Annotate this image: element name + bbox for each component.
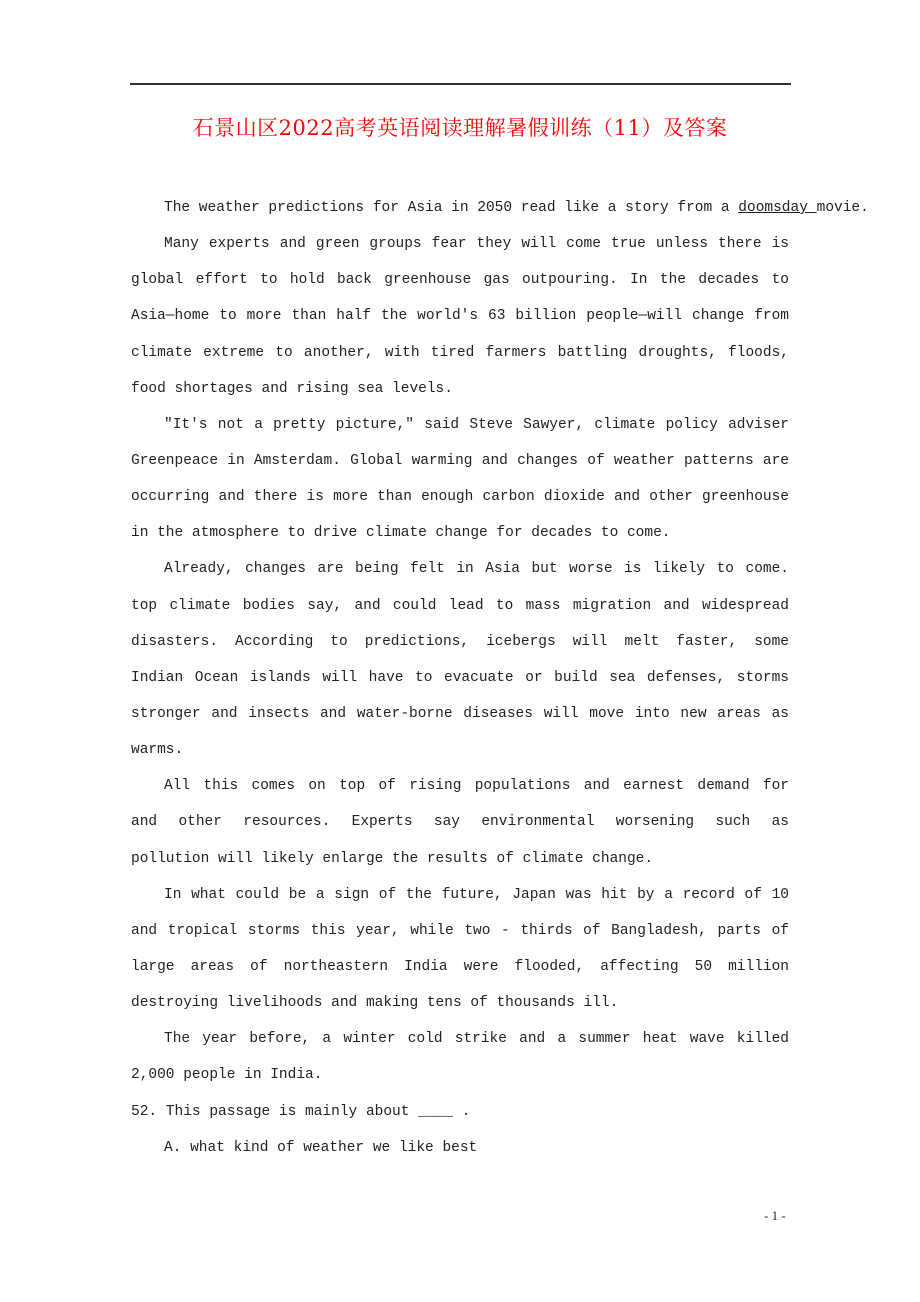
question-text: 52. This passage is mainly about ____ . <box>131 1103 471 1120</box>
text-line <box>131 190 869 226</box>
header-rule <box>130 83 791 85</box>
text-line: and tropical storms this year, while two - thirds of Bangladesh, parts of <box>131 922 789 939</box>
text-line: global effort to hold back greenhouse gas outpouring. In the decades to <box>131 272 789 289</box>
text-line: "It's not a pretty picture," said Steve Sawyer, climate policy adviser <box>164 416 789 433</box>
text-line: warms. <box>131 742 184 759</box>
text-line: top climate bodies say, and could lead to mass migration and widespread <box>131 597 789 614</box>
text-line: Asia—home to more than half the world's 63 billion people—will change from <box>131 308 789 325</box>
underlined-word: doomsday <box>738 200 817 216</box>
text-line: and other resources. Experts say environmental worsening such as <box>131 814 789 831</box>
text-line: Already, changes are being felt in Asia but worse is likely to come. <box>164 561 789 578</box>
text-line: Indian Ocean islands will have to evacuate or build sea defenses, storms <box>131 669 789 686</box>
document-body <box>131 190 869 1166</box>
text-line: stronger and insects and water-borne diseases will move into new areas as <box>131 705 789 722</box>
text-line: food shortages and rising sea levels. <box>131 380 453 397</box>
text-line: occurring and there is more than enough carbon dioxide and other greenhouse <box>131 489 789 506</box>
text-line: large areas of northeastern India were flooded, affecting 50 million <box>131 958 789 975</box>
page-number: - 1 - <box>764 1208 786 1223</box>
text-line: In what could be a sign of the future, Japan was hit by a record of 10 <box>164 886 789 903</box>
text-segment: movie. <box>816 200 869 216</box>
text-line: climate extreme to another, with tired farmers battling droughts, floods, <box>131 344 789 361</box>
text-line: Many experts and green groups fear they will come true unless there is <box>164 236 789 253</box>
answer-option-a: A. what kind of weather we like best <box>164 1139 478 1156</box>
text-line: The year before, a winter cold strike and a summer heat wave killed <box>164 1031 789 1048</box>
text-line: All this comes on top of rising populations and earnest demand for <box>164 778 789 795</box>
text-line: destroying livelihoods and making tens of thousands ill. <box>131 995 619 1012</box>
text-line: pollution will likely enlarge the results of climate change. <box>131 850 654 867</box>
text-line: in the atmosphere to drive climate change for decades to come. <box>131 525 671 542</box>
text-line: disasters. According to predictions, icebergs will melt faster, some <box>131 633 789 650</box>
document-title: 石景山区2022高考英语阅读理解暑假训练（11）及答案 <box>192 116 728 140</box>
text-segment: The weather predictions for Asia in 2050 read like a story from a <box>164 200 739 216</box>
text-line: Greenpeace in Amsterdam. Global warming and changes of weather patterns are <box>131 452 789 469</box>
text-line: 2,000 people in India. <box>131 1067 323 1084</box>
